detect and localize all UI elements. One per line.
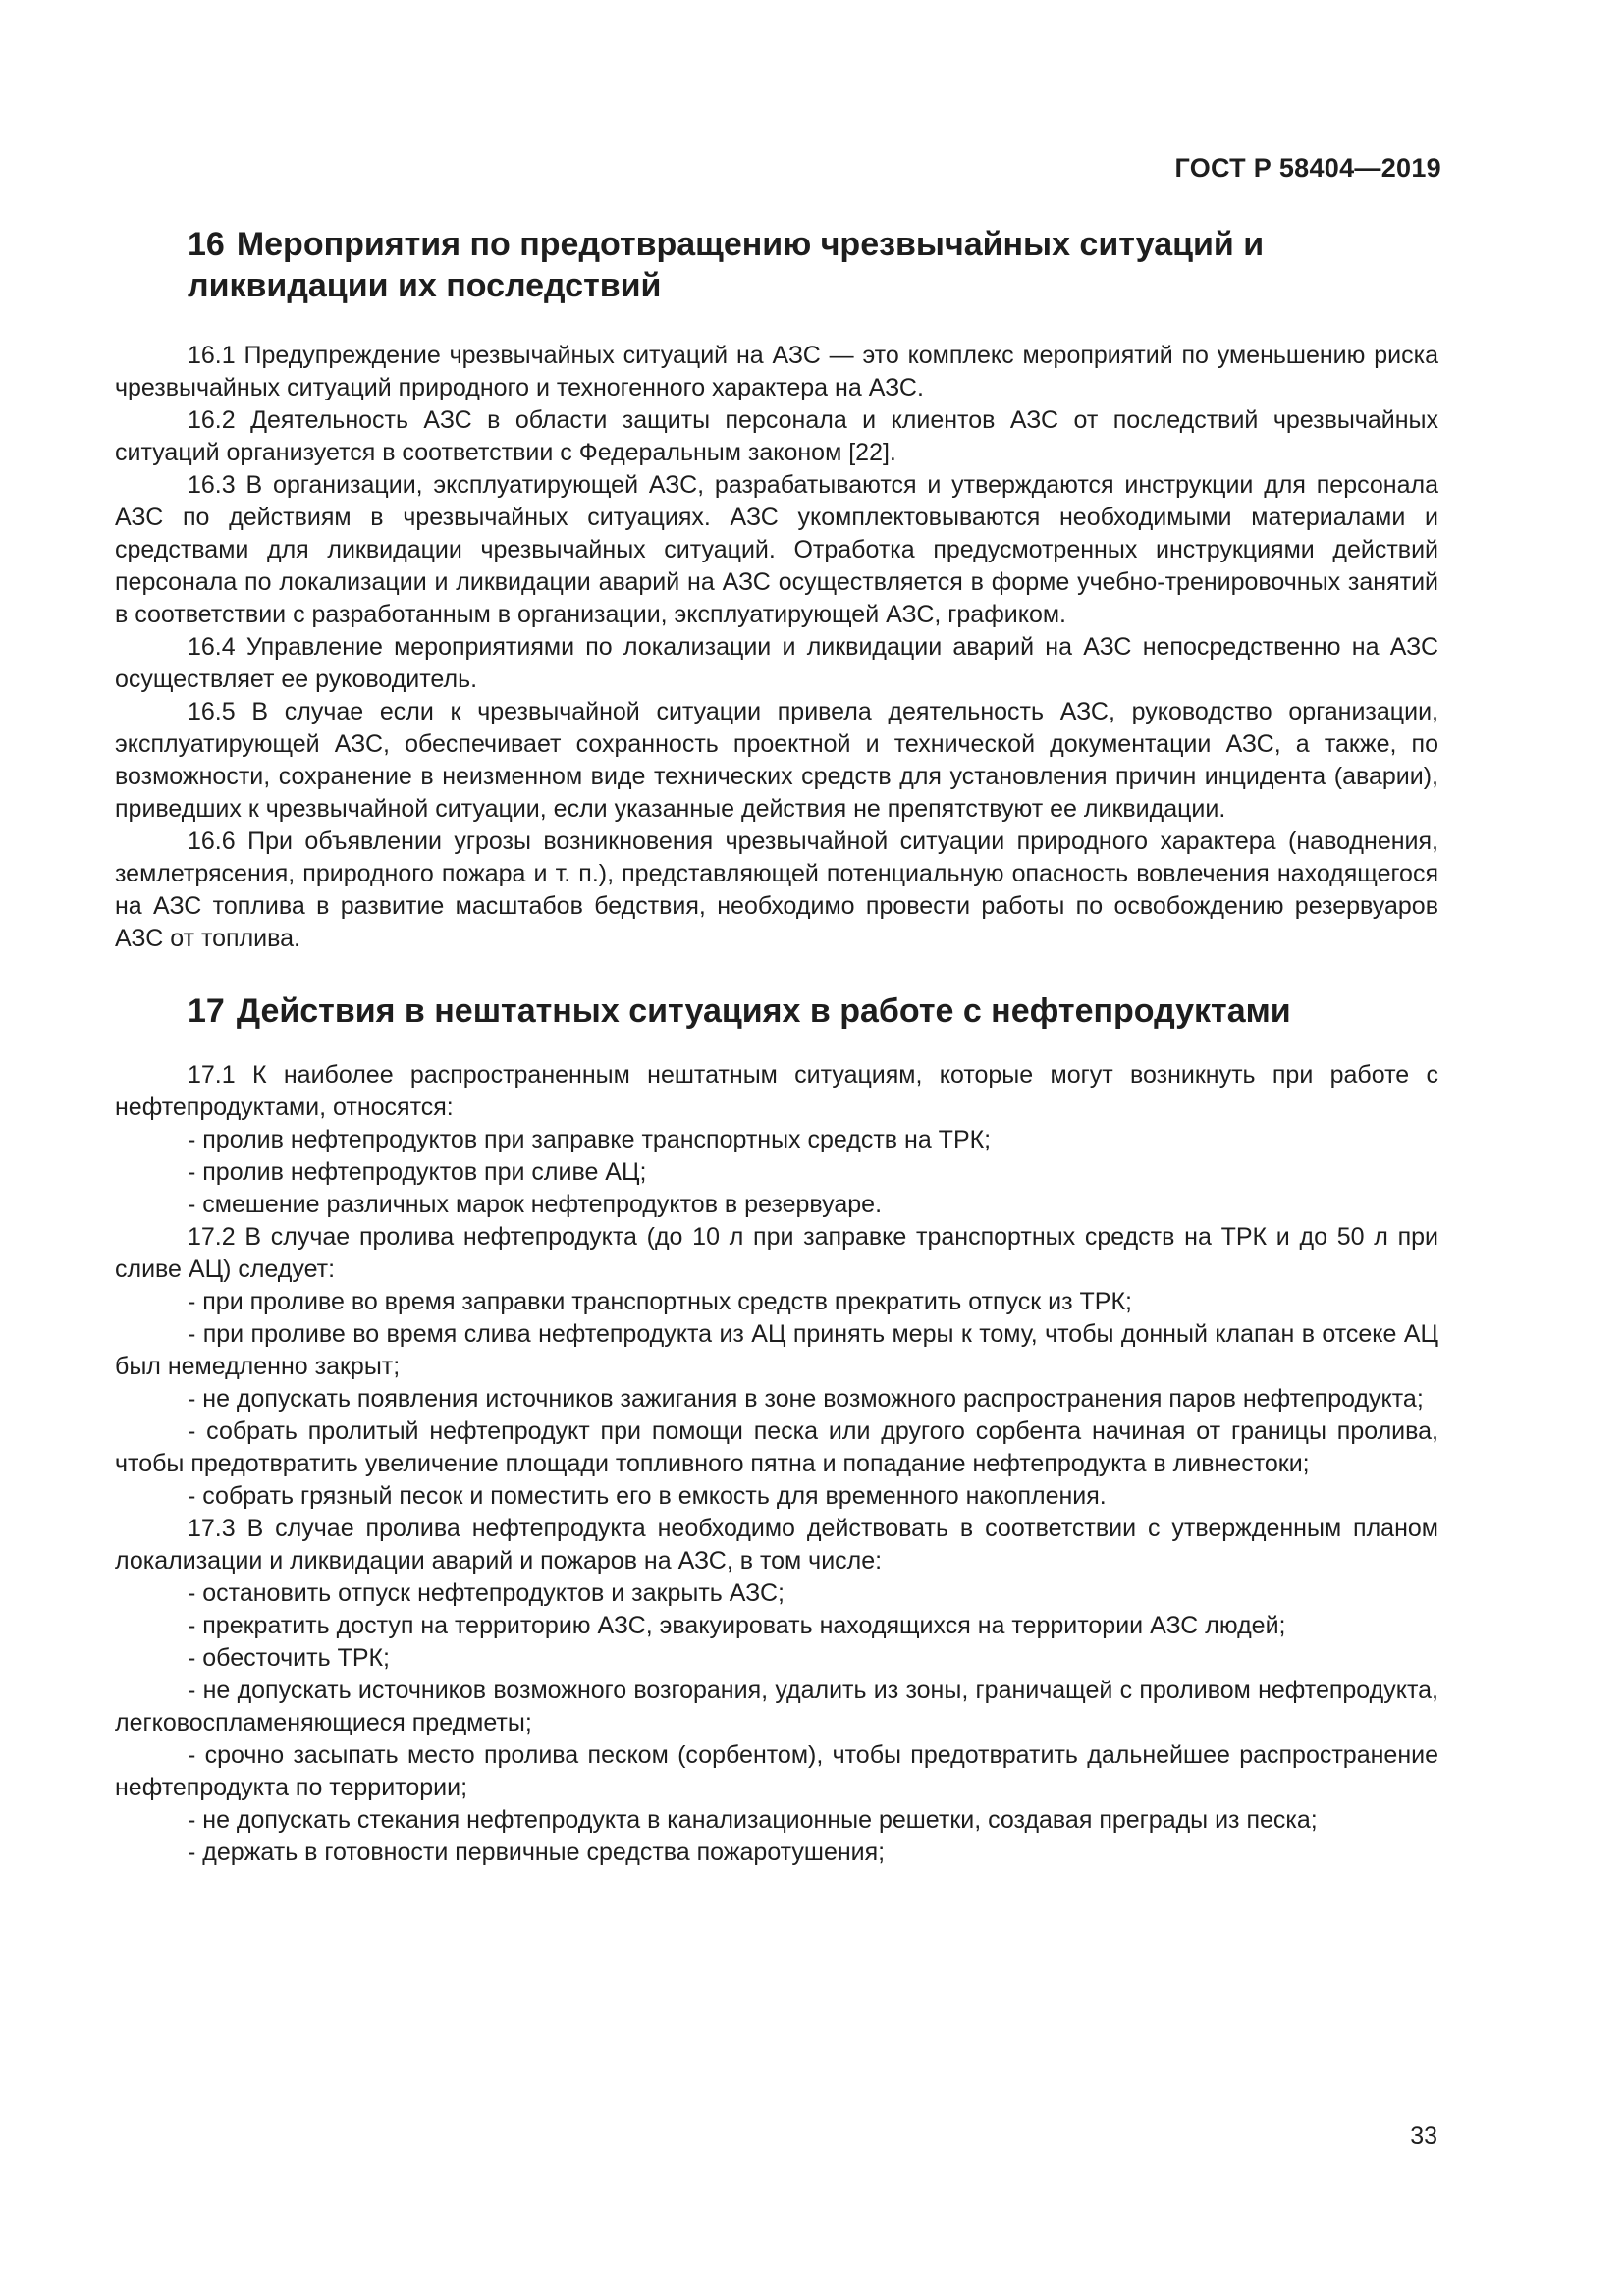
list-item: - пролив нефтепродуктов при сливе АЦ; bbox=[188, 1158, 647, 1186]
paragraph: 17.1 К наиболее распространенным нештатным ситуациям, которые могут возникнуть при работе с нефтепродуктами, относятся: bbox=[115, 1061, 1438, 1121]
paragraph: 16.6 При объявлении угрозы возникновения чрезвычайной ситуации природного характера (наводнения, землетрясения, природного пожара и т. п.), представляющей потенциальную опасность вовлечения находящегося на АЗС топлива в развитие масштабов бедствия, необходимо провести работы по освобождению резервуаров АЗС от топлива. bbox=[115, 828, 1438, 952]
list-item: - прекратить доступ на территорию АЗС, эвакуировать находящихся на территории АЗС людей; bbox=[188, 1612, 1286, 1639]
list-item: - не допускать источников возможного возгорания, удалить из зоны, граничащей с проливом нефтепродукта, легковоспламеняющиеся предметы; bbox=[115, 1677, 1438, 1736]
paragraph: 16.4 Управление мероприятиями по локализации и ликвидации аварий на АЗС непосредственно на АЗС осуществляет ее руководитель. bbox=[115, 633, 1438, 693]
section-17-heading bbox=[115, 990, 1438, 1032]
list-item: - собрать пролитый нефтепродукт при помощи песка или другого сорбента начиная от границы пролива, чтобы предотвратить увеличение площади топливного пятна и попадание нефтепродукта в ливнестоки; bbox=[115, 1417, 1438, 1477]
list-item: - не допускать появления источников зажигания в зоне возможного распространения паров нефтепродукта; bbox=[188, 1385, 1424, 1413]
page-number: 33 bbox=[1410, 2122, 1437, 2150]
paragraph: 17.3 В случае пролива нефтепродукта необходимо действовать в соответствии с утвержденным планом локализации и ликвидации аварий и пожаров на АЗС, в том числе: bbox=[115, 1515, 1438, 1575]
section-number: 16 bbox=[188, 226, 225, 263]
document-code: ГОСТ Р 58404—2019 bbox=[1174, 153, 1441, 183]
page-content bbox=[115, 224, 1438, 1869]
list-item: - срочно засыпать место пролива песком (сорбентом), чтобы предотвратить дальнейшее распространение нефтепродукта по территории; bbox=[115, 1741, 1438, 1801]
list-item: - держать в готовности первичные средства пожаротушения; bbox=[188, 1839, 886, 1866]
list-item: - при проливе во время слива нефтепродукта из АЦ принять меры к тому, чтобы донный клапан в отсеке АЦ был немедленно закрыт; bbox=[115, 1320, 1438, 1380]
list-item: - пролив нефтепродуктов при заправке транспортных средств на ТРК; bbox=[188, 1126, 992, 1153]
paragraph: 16.3 В организации, эксплуатирующей АЗС, разрабатываются и утверждаются инструкции для персонала АЗС по действиям в чрезвычайных ситуациях. АЗС укомплектовываются необходимыми материалами и средствами для ликвидации чрезвычайных ситуаций. Отработка предусмотренных инструкциями действий персонала по локализации и ликвидации аварий на АЗС осуществляется в форме учебно-тренировочных занятий в соответствии с разработанным в организации, эксплуатирующей АЗС, графиком. bbox=[115, 471, 1438, 628]
list-item: - при проливе во время заправки транспортных средств прекратить отпуск из ТРК; bbox=[188, 1288, 1132, 1315]
list-item: - собрать грязный песок и поместить его в емкость для временного накопления. bbox=[188, 1482, 1107, 1510]
paragraph: 17.2 В случае пролива нефтепродукта (до 10 л при заправке транспортных средств на ТРК и до 50 л при сливе АЦ) следует: bbox=[115, 1223, 1438, 1283]
paragraph: 16.5 В случае если к чрезвычайной ситуации привела деятельность АЗС, руководство организации, эксплуатирующей АЗС, обеспечивает сохранность проектной и технической документации АЗС, а также, по возможности, сохранение в неизменном виде технических средств для установления причин инцидента (аварии), приведших к чрезвычайной ситуации, если указанные действия не препятствуют ее ликвидации. bbox=[115, 698, 1438, 823]
section-title: Мероприятия по предотвращению чрезвычайных ситуаций и ликвидации их последствий bbox=[188, 226, 1265, 304]
section-16-heading bbox=[115, 224, 1438, 306]
list-item: - не допускать стекания нефтепродукта в канализационные решетки, создавая преграды из песка; bbox=[188, 1806, 1318, 1834]
section-number: 17 bbox=[188, 992, 225, 1030]
list-item: - остановить отпуск нефтепродуктов и закрыть АЗС; bbox=[188, 1579, 785, 1607]
paragraph: 16.2 Деятельность АЗС в области защиты персонала и клиентов АЗС от последствий чрезвычайных ситуаций организуется в соответствии с Федеральным законом [22]. bbox=[115, 406, 1438, 466]
list-item: - обесточить ТРК; bbox=[188, 1644, 391, 1672]
section-title: Действия в нештатных ситуациях в работе с нефтепродуктами bbox=[236, 992, 1291, 1030]
paragraph: 16.1 Предупреждение чрезвычайных ситуаций на АЗС — это комплекс мероприятий по уменьшению риска чрезвычайных ситуаций природного и техногенного характера на АЗС. bbox=[115, 342, 1438, 401]
list-item: - смешение различных марок нефтепродуктов в резервуаре. bbox=[188, 1191, 883, 1218]
